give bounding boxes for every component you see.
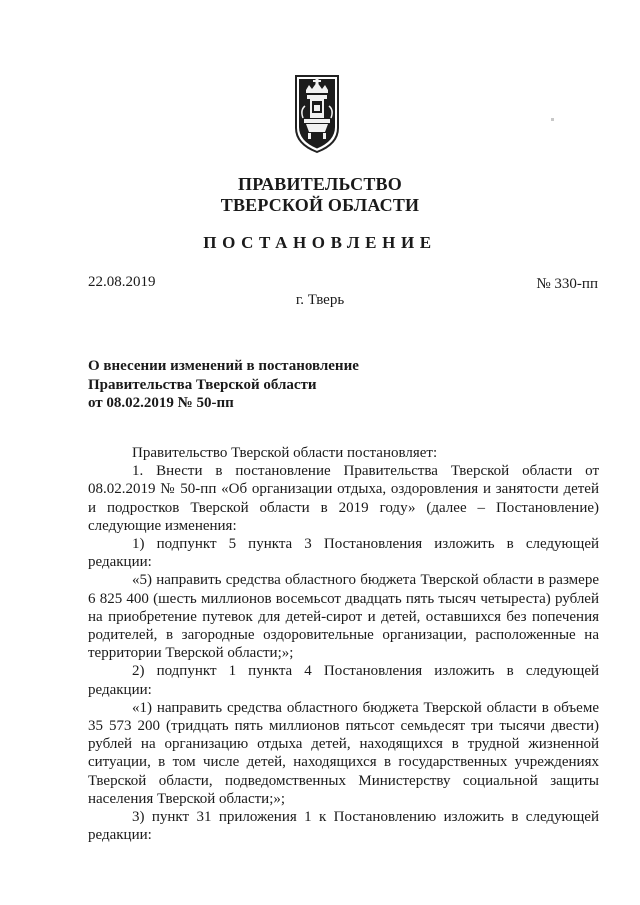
subject-line1: О внесении изменений в постановление (88, 358, 359, 374)
body-paragraph-item-1: 1. Внести в постановление Правительства Тверской области от 08.02.2019 № 50-пп «Об организации отдыха, оздоровления и занятости детей и подростков Тверской области в 2019 году» (далее – Постановление) следующие изменения: (88, 463, 599, 534)
document-type-heading: ПОСТАНОВЛЕНИЕ (203, 233, 437, 252)
scan-speck (551, 118, 554, 121)
body-paragraph-subitem-1: 1) подпункт 5 пункта 3 Постановления изложить в следующей редакции: (88, 536, 599, 571)
coat-of-arms-emblem (293, 72, 341, 154)
subject-line2: Правительства Тверской области (88, 376, 317, 393)
document-city: г. Тверь (295, 292, 345, 308)
body-paragraph-quote-5: «5) направить средства областного бюджета Тверской области в размере 6 825 400 (шесть миллионов восемьсот двадцать пять тысяч четыреста) рублей на приобретение путевок для детей-сирот и детей, оставшихся без попечения родителей, в загородные оздоровительные организации, расположенные на территории Тверской области;»; (88, 572, 599, 662)
org-title-line1: ПРАВИТЕЛЬСТВО (238, 174, 402, 194)
subject-line3: от 08.02.2019 № 50-пп (88, 395, 234, 411)
document-body (88, 444, 599, 844)
document-date: 22.08.2019 (88, 274, 156, 290)
body-paragraph-subitem-2: 2) подпункт 1 пункта 4 Постановления изложить в следующей редакции: (88, 663, 599, 698)
body-paragraph-quote-1: «1) направить средства областного бюджета Тверской области в объеме 35 573 200 (тридцать пять миллионов пятьсот семьдесят три тысячи двести) рублей на организацию отдыха детей, находящихся в трудной жизненной ситуации, в том числе детей, находящихся в государственных учреждениях Тверской области, подведомственных Министерству социальной защиты населения Тверской области;»; (88, 699, 599, 807)
document-subject (88, 357, 408, 413)
document-number: № 330-пп (536, 276, 598, 292)
body-paragraph-subitem-3: 3) пункт 31 приложения 1 к Постановлению изложить в следующей редакции: (88, 809, 599, 844)
body-paragraph-intro: Правительство Тверской области постановляет: (132, 445, 438, 461)
org-title-line2: ТВЕРСКОЙ ОБЛАСТИ (220, 195, 420, 215)
